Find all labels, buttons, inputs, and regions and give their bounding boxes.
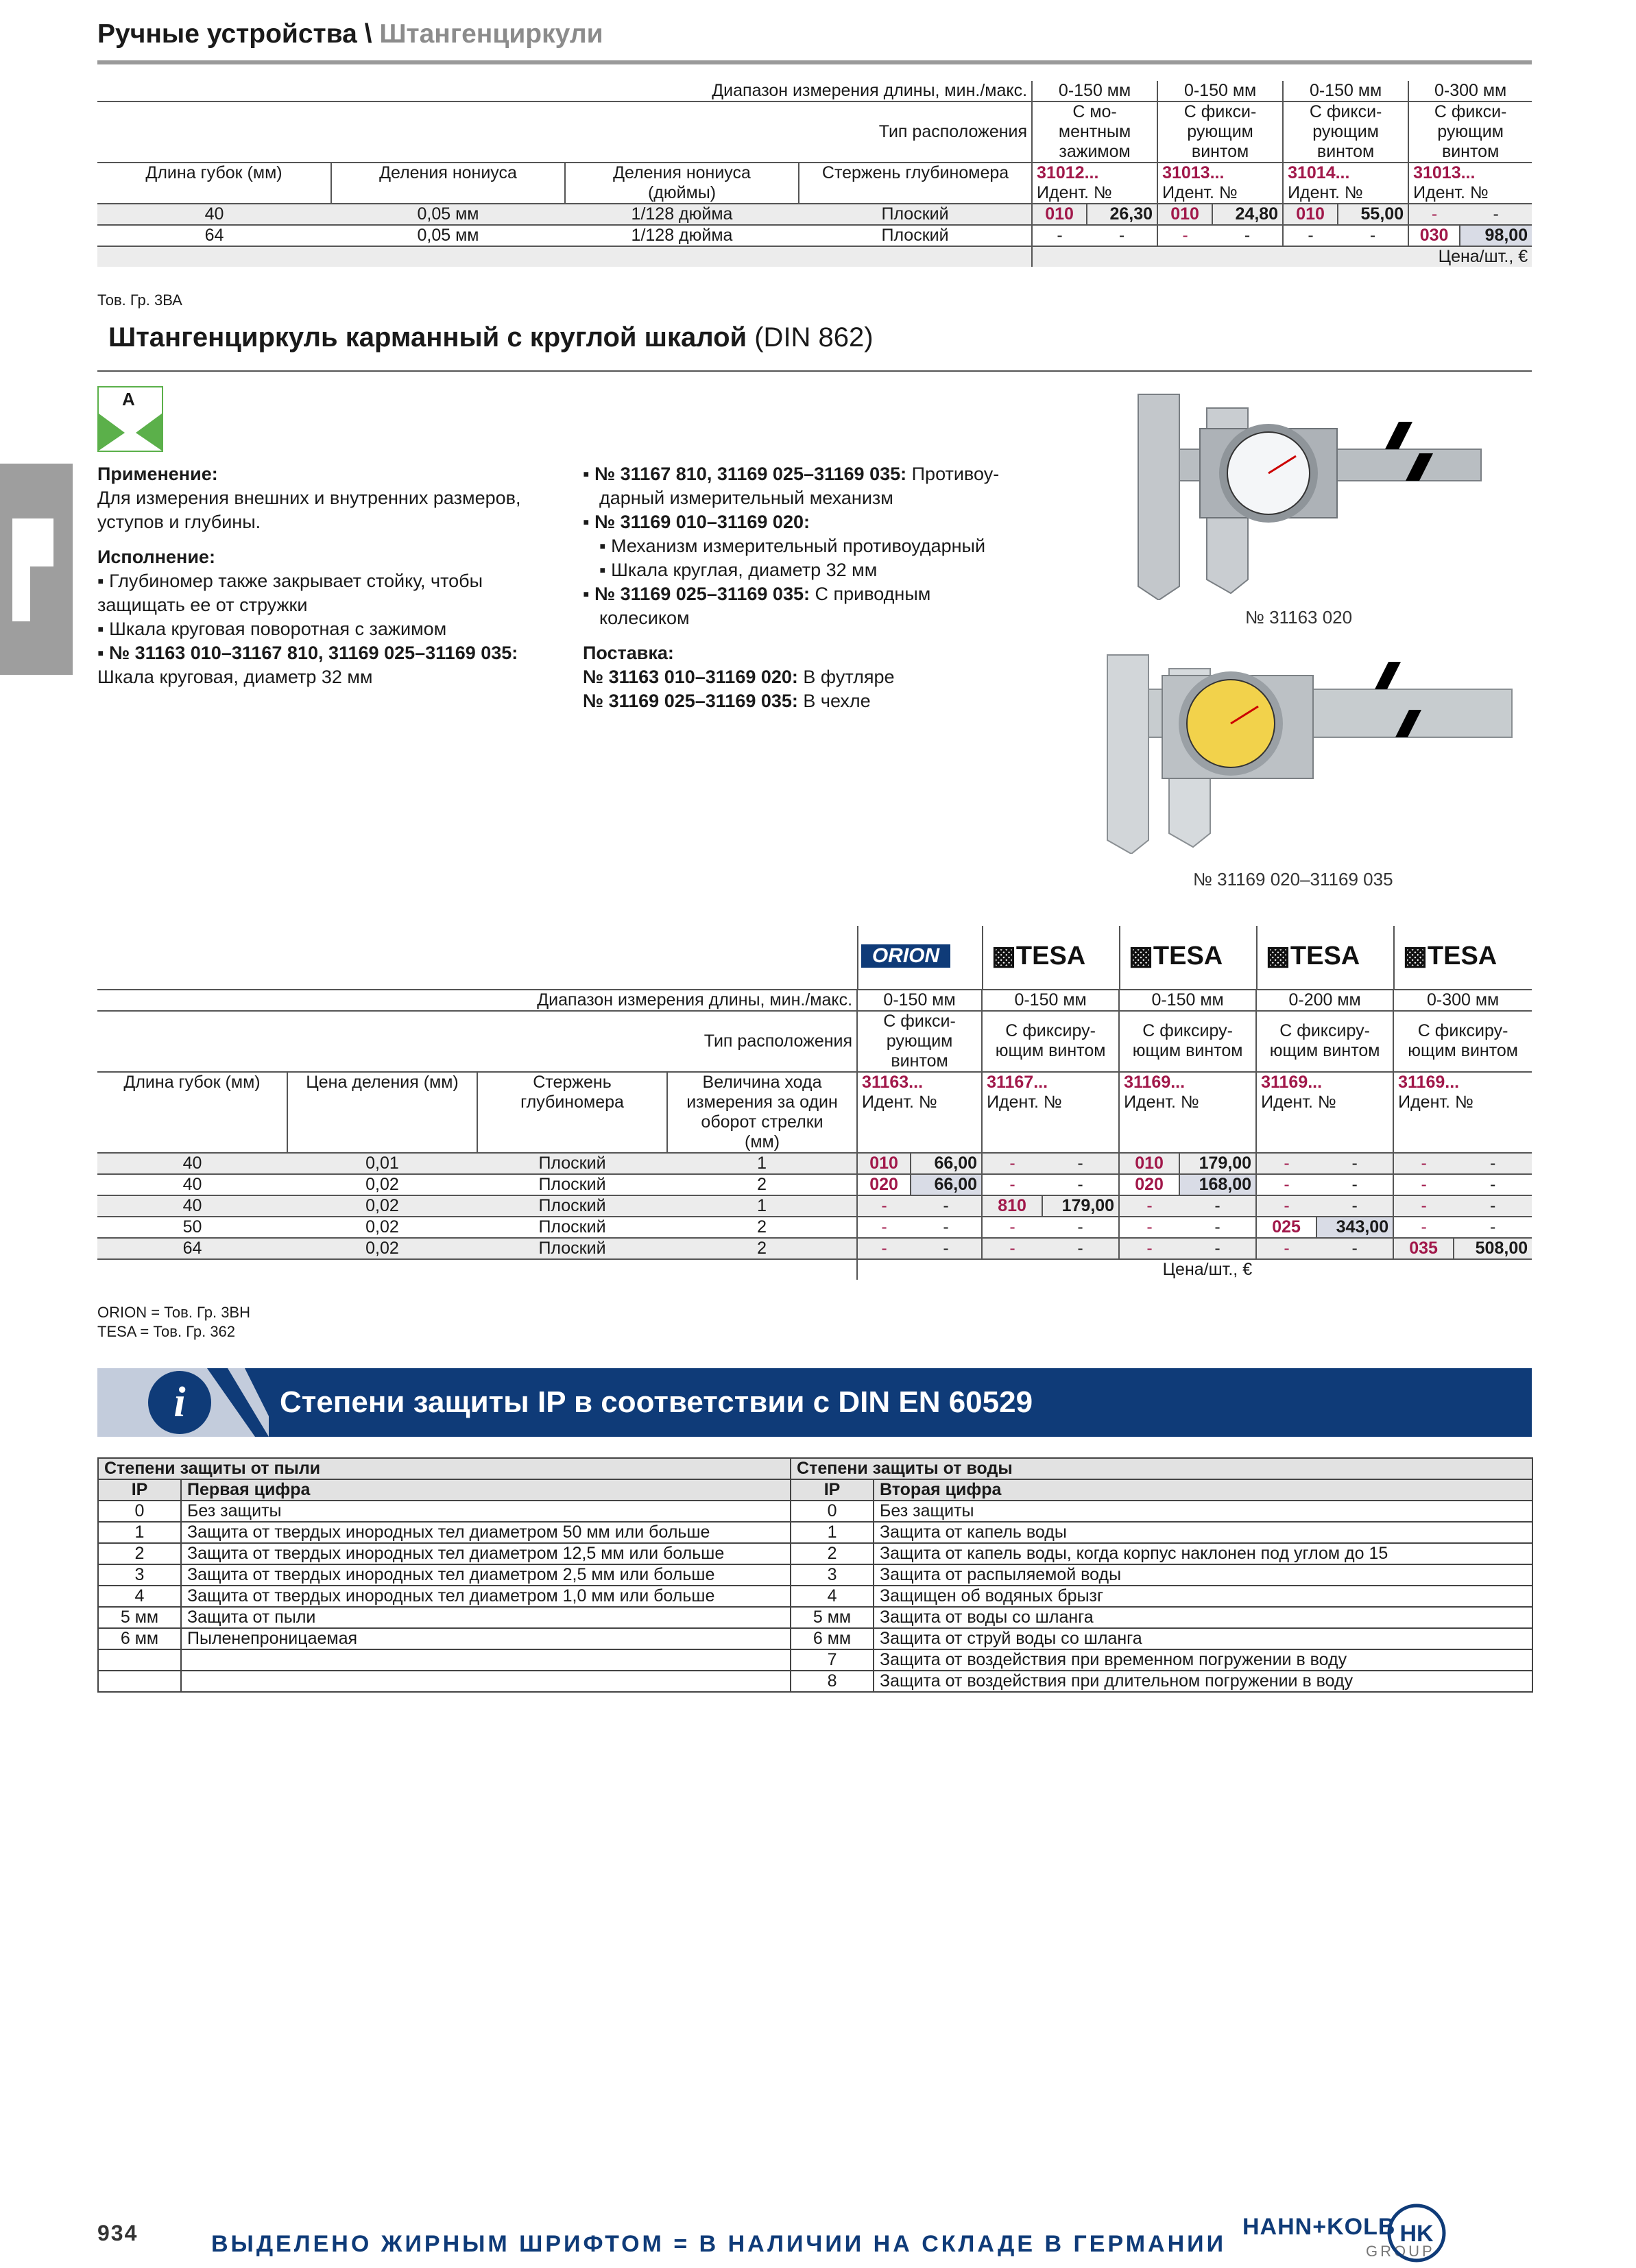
breadcrumb — [97, 19, 603, 49]
code-header: 31012... Идент. № — [1032, 163, 1157, 204]
product-table-1 — [97, 81, 1532, 267]
range-label: Диапазон измерения длины, мин./макс. — [712, 81, 1028, 100]
code-header: 31169... Идент. № — [1393, 1072, 1532, 1153]
type-label: Тип расположения — [878, 122, 1028, 141]
breadcrumb-separator: \ — [357, 19, 380, 49]
col-header-depth-rod: Стержень глубиномера — [477, 1072, 667, 1153]
table-row: 40 0,01 Плоский 1 010 66,00 - - 010 179,00 - - - - — [97, 1153, 1532, 1174]
hahn-kolb-logo: HAHN+KOLB GROUP HK — [1242, 2203, 1448, 2265]
table-row: 3 Защита от твердых инородных тел диаметром 2,5 мм или больше 3 Защита от распыляемой воды — [98, 1564, 1532, 1586]
type-value: С фикси- рующим винтом — [1283, 102, 1408, 163]
page-number: 934 — [97, 2221, 139, 2245]
image-caption-2: № 31169 020–31169 035 — [1193, 869, 1393, 890]
table-row: 4 Защита от твердых инородных тел диаметром 1,0 мм или больше 4 Защищен об водяных брызг — [98, 1586, 1532, 1607]
code-header: 31013... Идент. № — [1157, 163, 1283, 204]
header-rule — [97, 60, 1532, 64]
table-row: 7 Защита от воздействия при временном погружении в воду — [98, 1649, 1532, 1671]
table-row: 40 0,05 мм 1/128 дюйма Плоский 010 26,30 010 24,80 010 55,00 - - — [97, 204, 1532, 225]
info-banner-title: Степени защиты IP в соответствии с DIN EN 60529 — [280, 1385, 1033, 1419]
range-label: Диапазон измерения длины, мин./макс. — [537, 990, 853, 1010]
footer-note: ВЫДЕЛЕНО ЖИРНЫМ ШРИФТОМ = В НАЛИЧИИ НА СКЛАДЕ В ГЕРМАНИИ — [211, 2231, 1227, 2257]
brand-notes: ORION = Тов. Гр. 3ВН TESA = Тов. Гр. 362 — [97, 1304, 250, 1340]
dust-header: Степени защиты от пыли — [98, 1458, 791, 1479]
range-value: 0-150 мм — [982, 990, 1119, 1011]
side-tab-caliper-icon — [0, 464, 73, 675]
info-banner-icon-area — [97, 1368, 269, 1437]
range-value: 0-150 мм — [1157, 81, 1283, 102]
water-header: Степени защиты от воды — [791, 1458, 1532, 1479]
type-value: С мо- ментным зажимом — [1032, 102, 1157, 163]
code-header: 31167... Идент. № — [982, 1072, 1119, 1153]
tesa-logo: ▩TESA — [1266, 942, 1360, 970]
section-title: Штангенциркуль карманный с круглой шкалой (DIN 862) — [108, 322, 874, 353]
code-header: 31014... Идент. № — [1283, 163, 1408, 204]
svg-text:HK: HK — [1399, 2221, 1434, 2247]
breadcrumb-main: Ручные устройства — [97, 19, 357, 49]
col-header-length: Длина губок (мм) — [123, 1073, 261, 1092]
ip-protection-table: Степени защиты от пыли Степени защиты от воды IP Первая цифра IP Вторая цифра 0 Без защиты 0 Без защиты 1 Защита от твердых инородных тел диаметром 50 мм или больше 1 Защита от капель воды 2 Защита от твердых инородных тел диаметром 12,5 мм или больше 2 Защита от капель воды, когда корпус наклонен под углом до 15 3 Защита от твердых инородных тел диаметром 2,5 мм или больше 3 Защита от распыляемой воды 4 Защита от твердых инородных тел диаметром 1,0 мм или больше 4 Защищен об водяных брызг 5 мм Защита от пыли 5 мм Защита от воды со шланга 6 мм Пыленепроницаемая 6 мм Защита от струй воды со шланга 7 Защита от воздействия при временном погружении в воду 8 Защита от воздействия при длительном погружении в воду — [97, 1457, 1533, 1693]
description-left: Применение: Для измерения внешних и внутренних размеров, уступов и глубины. Исполнение: ▪ Глубиномер также закрывает стойку, чтобы защищать ее от стружки ▪ Шкала круговая поворотная с зажимом ▪ № 31163 010–31167 810, 31169 025–31169 035: Шкала круговая, диаметр 32 мм — [97, 464, 521, 687]
type-value: С фикси- рующим винтом — [1408, 102, 1532, 163]
image-caption-1: № 31163 020 — [1245, 607, 1353, 628]
col-header-division: Цена деления (мм) — [287, 1072, 477, 1153]
col-header-vernier-inch: Деления нониуса (дюймы) — [565, 163, 799, 204]
table-row: 40 0,02 Плоский 2 020 66,00 - - 020 168,00 - - - - — [97, 1174, 1532, 1195]
table-row: 40 0,02 Плоский 1 - - 810 179,00 - - - - - - — [97, 1195, 1532, 1217]
type-value: С фиксиру- ющим винтом — [982, 1011, 1119, 1072]
col-header-travel: Величина хода измерения за один оборот стрелки (мм) — [667, 1072, 857, 1153]
dial-caliper-image — [1111, 381, 1495, 600]
table-row: 0 Без защиты 0 Без защиты — [98, 1501, 1532, 1522]
type-value: С фикси- рующим винтом — [1157, 102, 1283, 163]
code-header: 31013... Идент. № — [1408, 163, 1532, 204]
dial-caliper-tesa-image — [1094, 648, 1519, 854]
type-label: Тип расположения — [703, 1031, 853, 1051]
table-row: 1 Защита от твердых инородных тел диаметром 50 мм или больше 1 Защита от капель воды — [98, 1522, 1532, 1543]
type-value: С фикси- рующим винтом — [857, 1011, 982, 1072]
product-table-2 — [97, 989, 1532, 1280]
table-row: 64 0,02 Плоский 2 - - - - - - - - 035 508,00 — [97, 1238, 1532, 1259]
tesa-logo: ▩TESA — [1129, 942, 1223, 970]
badge-letter: A — [122, 389, 135, 409]
type-value: С фиксиру- ющим винтом — [1119, 1011, 1256, 1072]
breadcrumb-sub: Штангенциркули — [379, 19, 603, 49]
range-value: 0-300 мм — [1408, 81, 1532, 102]
type-value: С фиксиру- ющим винтом — [1393, 1011, 1532, 1072]
svg-text:i: i — [173, 1379, 186, 1426]
table-row: 6 мм Пыленепроницаемая 6 мм Защита от струй воды со шланга — [98, 1628, 1532, 1649]
range-value: 0-150 мм — [1032, 81, 1157, 102]
code-header: 31163... Идент. № — [857, 1072, 982, 1153]
table-row: 5 мм Защита от пыли 5 мм Защита от воды со шланга — [98, 1607, 1532, 1628]
table-row: 8 Защита от воздействия при длительном погружении в воду — [98, 1671, 1532, 1692]
tesa-logo: ▩TESA — [1403, 942, 1497, 970]
code-header: 31169... Идент. № — [1256, 1072, 1393, 1153]
section-rule — [97, 370, 1532, 372]
table-row: 50 0,02 Плоский 2 - - - - - - 025 343,00 - - — [97, 1217, 1532, 1238]
code-header: 31169... Идент. № — [1119, 1072, 1256, 1153]
type-value: С фиксиру- ющим винтом — [1256, 1011, 1393, 1072]
col-header-depth-rod: Стержень глубиномера — [799, 163, 1032, 204]
group-note: Тов. Гр. 3ВА — [97, 291, 182, 309]
description-mid: ▪ № 31167 810, 31169 025–31169 035: Противоу- дарный измерительный механизм ▪ № 31169 010–31169 020: ▪ Механизм измерительный противоударный ▪ Шкала круглая, диаметр 32 мм ▪ № 31169 025–31169 035: С приводным колесиком Поставка: № 31163 010–31169 020: В футляре № 31169 025–31169 035: В чехле — [583, 464, 1000, 711]
range-value: 0-200 мм — [1256, 990, 1393, 1011]
table-row: 64 0,05 мм 1/128 дюйма Плоский - - - - - - 030 98,00 — [97, 225, 1532, 246]
range-value: 0-150 мм — [857, 990, 982, 1011]
col-header-length: Длина губок (мм) — [145, 163, 282, 182]
tesa-logo: ▩TESA — [991, 942, 1086, 970]
price-label: Цена/шт., € — [1032, 246, 1532, 267]
brand-logo-row — [857, 931, 1532, 986]
range-value: 0-150 мм — [1283, 81, 1408, 102]
table-row: 2 Защита от твердых инородных тел диаметром 12,5 мм или больше 2 Защита от капель воды, когда корпус наклонен под углом до 15 — [98, 1543, 1532, 1564]
measurement-class-badge — [97, 386, 163, 452]
col-header-vernier: Деления нониуса — [331, 163, 565, 204]
orion-logo: ORION — [861, 944, 950, 968]
range-value: 0-150 мм — [1119, 990, 1256, 1011]
range-value: 0-300 мм — [1393, 990, 1532, 1011]
price-label: Цена/шт., € — [857, 1259, 1256, 1280]
